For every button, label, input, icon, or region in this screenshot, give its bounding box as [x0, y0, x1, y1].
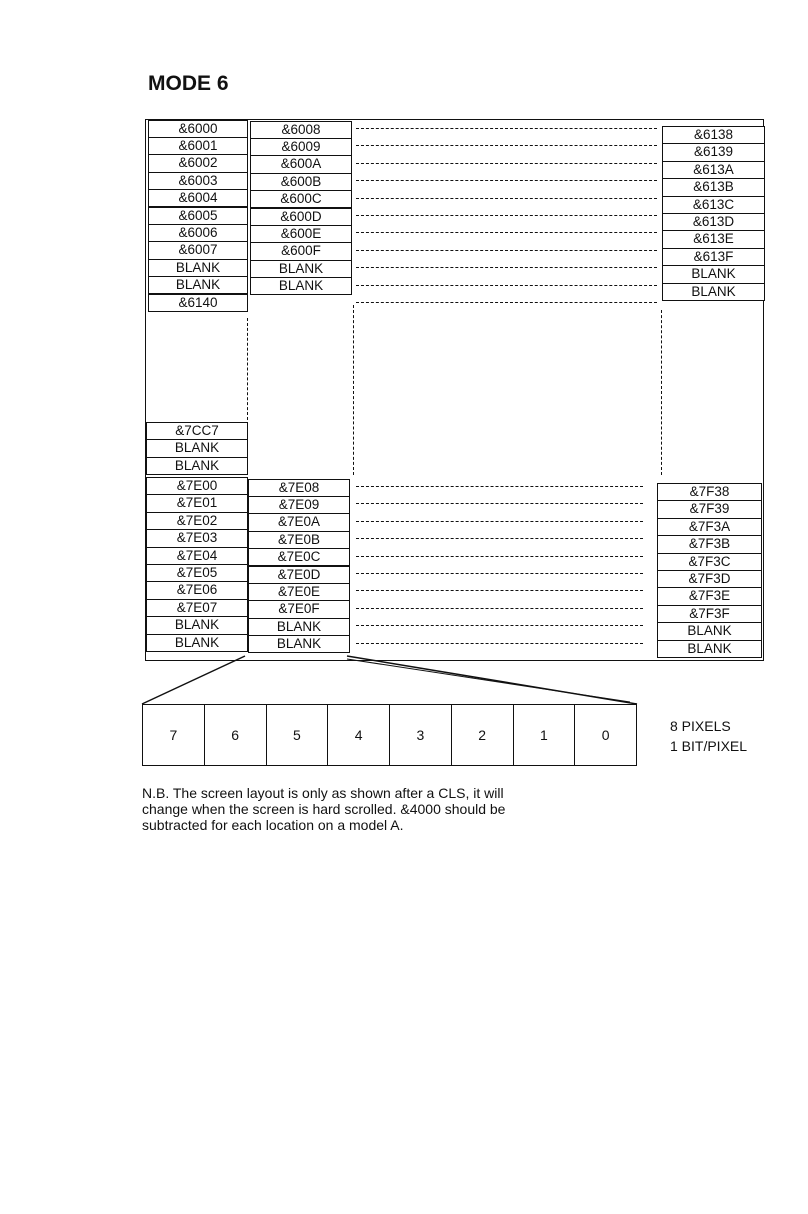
cell-top-left: &6003 [148, 172, 248, 190]
cell-top-middle: &6009 [250, 138, 352, 156]
cell-middle-left: BLANK [146, 457, 248, 475]
cell-bottom-left: &7E03 [146, 529, 248, 547]
cell-bottom-middle: &7E08 [248, 479, 350, 497]
cell-bottom-left: &7E05 [146, 564, 248, 582]
cell-top-middle: &600C [250, 190, 352, 208]
cell-top-left: &6002 [148, 154, 248, 172]
footnote-line: subtracted for each location on a model A. [142, 817, 404, 833]
cell-top-left: &6140 [148, 294, 248, 312]
row-continuation-dash [356, 660, 643, 661]
cell-top-left: &6006 [148, 224, 248, 242]
connector-left [142, 656, 245, 704]
cell-top-left: &6001 [148, 137, 248, 155]
cell-top-right: &613D [662, 213, 765, 231]
cell-bottom-middle: &7E0F [248, 600, 350, 618]
row-continuation-dash [356, 486, 643, 487]
cell-top-right: &613F [662, 248, 765, 266]
cell-top-middle: &600D [250, 208, 352, 226]
pixel-bit: 0 [601, 727, 610, 743]
cell-bottom-middle: &7E0A [248, 513, 350, 531]
cell-bottom-right: BLANK [657, 622, 762, 640]
cell-top-middle: &6008 [250, 121, 352, 139]
cell-bottom-right: &7F38 [657, 483, 762, 501]
footnote-line: change when the screen is hard scrolled. &4000 should be [142, 801, 506, 817]
cell-top-left: BLANK [148, 259, 248, 277]
cell-bottom-left: &7E04 [146, 547, 248, 565]
cell-bottom-middle: &7E0D [248, 566, 350, 584]
cell-top-middle: BLANK [250, 277, 352, 295]
cell-bottom-left: &7E00 [146, 477, 248, 495]
cell-bottom-left: &7E02 [146, 512, 248, 530]
pixel-bit: 2 [452, 705, 514, 765]
row-continuation-dash [356, 232, 657, 233]
cell-top-middle: &600F [250, 242, 352, 260]
cell-middle-left: BLANK [146, 439, 248, 457]
pixel-bit: 1 [514, 705, 576, 765]
cell-top-right: BLANK [662, 265, 765, 283]
page-title: MODE 6 [148, 72, 229, 95]
cell-top-left: BLANK [148, 276, 248, 294]
cell-bottom-middle: &7E0B [248, 531, 350, 549]
cell-top-right: &6138 [662, 126, 765, 144]
cell-bottom-right: &7F3D [657, 570, 762, 588]
cell-bottom-left: BLANK [146, 634, 248, 652]
cell-top-right: &613A [662, 161, 765, 179]
cell-bottom-right: &7F39 [657, 500, 762, 518]
cell-top-right: BLANK [662, 283, 765, 301]
pixel-bit: 4 [328, 705, 390, 765]
bits-per-pixel-label: 1 BIT/PIXEL [670, 738, 748, 754]
footnote [142, 785, 562, 833]
cell-top-middle: BLANK [250, 260, 352, 278]
cell-bottom-right: BLANK [657, 640, 762, 658]
cell-bottom-left: &7E06 [146, 581, 248, 599]
cell-top-left: &6005 [148, 207, 248, 225]
cell-bottom-middle: &7E09 [248, 496, 350, 514]
cell-top-left: &6007 [148, 241, 248, 259]
cell-bottom-right: &7F3E [657, 587, 762, 605]
cell-bottom-right: &7F3C [657, 553, 762, 571]
connector-right [347, 656, 637, 704]
cell-bottom-middle: &7E0C [248, 548, 350, 566]
pixel-bit: 5 [267, 705, 329, 765]
row-continuation-dash [356, 573, 643, 574]
cell-bottom-right: &7F3B [657, 535, 762, 553]
row-continuation-dash [356, 215, 657, 216]
row-continuation-dash [356, 556, 643, 557]
footnote-line: N.B. The screen layout is only as shown after a CLS, it will [142, 785, 504, 801]
cell-middle-left: &7CC7 [146, 422, 248, 440]
cell-top-middle: &600A [250, 155, 352, 173]
cell-top-right: &6139 [662, 143, 765, 161]
cell-top-right: &613C [662, 196, 765, 214]
row-continuation-dash [356, 128, 657, 129]
row-continuation-dash [356, 180, 657, 181]
pixel-bit: 3 [390, 705, 452, 765]
cell-top-right: &613E [662, 230, 765, 248]
pixel-count-label: 8 PIXELS [670, 718, 731, 734]
cell-top-middle: &600E [250, 225, 352, 243]
row-continuation-dash [356, 590, 643, 591]
row-continuation-dash [356, 250, 657, 251]
row-continuation-dash [356, 285, 657, 286]
cell-top-middle: &600B [250, 173, 352, 191]
row-continuation-dash [356, 538, 643, 539]
row-continuation-dash [356, 198, 657, 199]
connector-right-inner [347, 659, 630, 702]
column-continuation-dash [353, 305, 354, 475]
column-continuation-dash [247, 318, 248, 420]
cell-bottom-left: &7E07 [146, 599, 248, 617]
column-continuation-dash [661, 310, 662, 475]
cell-bottom-right: &7F3A [657, 518, 762, 536]
cell-bottom-left: &7E01 [146, 494, 248, 512]
cell-bottom-middle: &7E0E [248, 583, 350, 601]
row-continuation-dash [356, 503, 643, 504]
row-continuation-dash [356, 625, 643, 626]
cell-bottom-right: &7F3F [657, 605, 762, 623]
cell-top-right: &613B [662, 178, 765, 196]
row-continuation-dash [356, 302, 657, 303]
cell-bottom-middle: BLANK [248, 635, 350, 653]
row-continuation-dash [356, 163, 657, 164]
cell-bottom-left: BLANK [146, 616, 248, 634]
row-continuation-dash [356, 643, 643, 644]
cell-top-left: &6004 [148, 189, 248, 207]
row-continuation-dash [356, 608, 643, 609]
pixel-bit: 7 [143, 705, 205, 765]
row-continuation-dash [356, 521, 643, 522]
cell-bottom-middle: BLANK [248, 618, 350, 636]
pixel-byte-box [142, 704, 637, 766]
cell-top-left: &6000 [148, 120, 248, 138]
row-continuation-dash [356, 145, 657, 146]
pixel-bit: 6 [205, 705, 267, 765]
row-continuation-dash [356, 267, 657, 268]
